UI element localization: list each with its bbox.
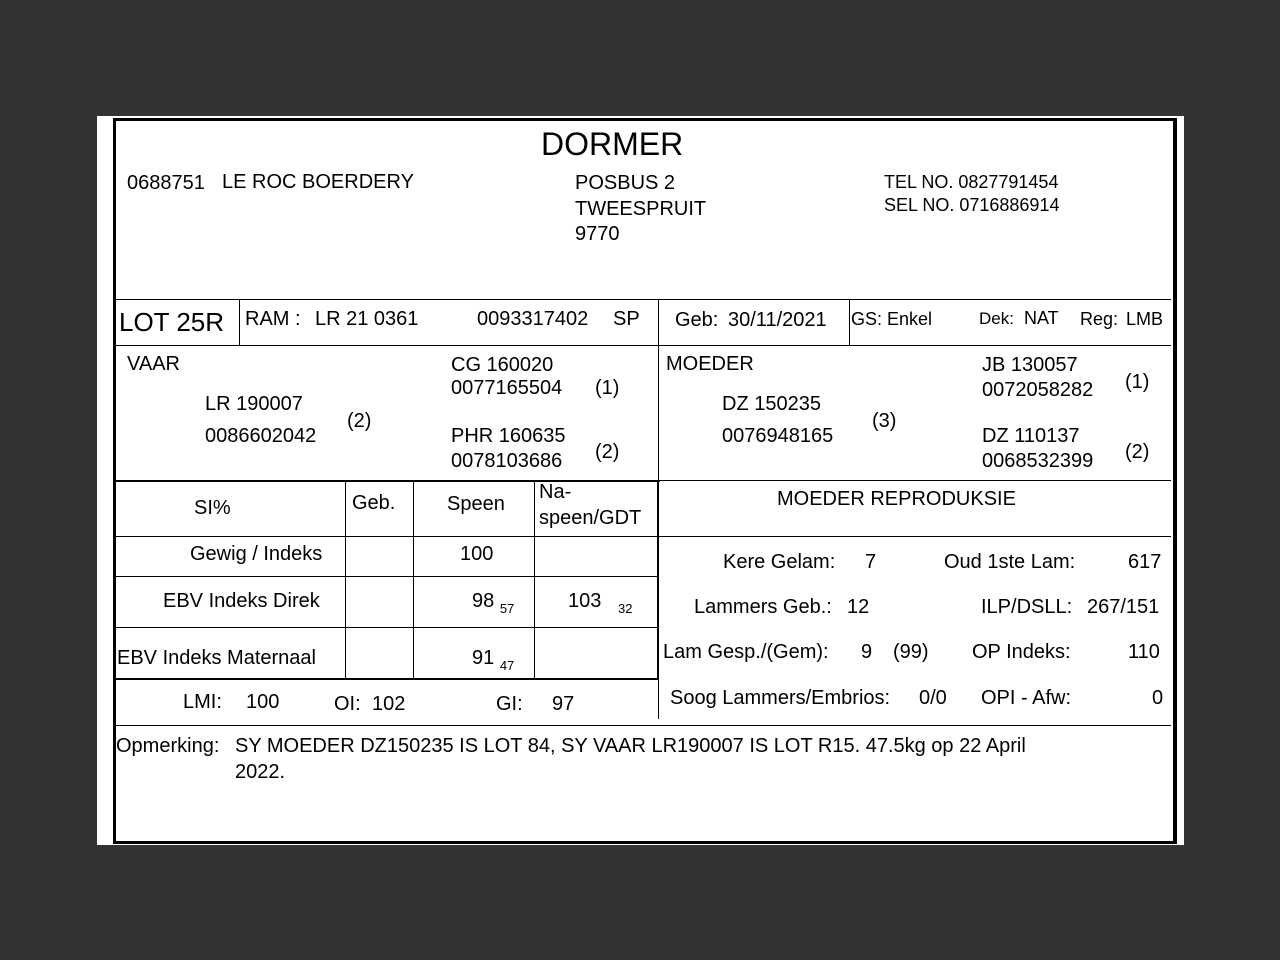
op-label: OP Indeks: <box>972 641 1071 663</box>
gesp-label: Lam Gesp./(Gem): <box>663 641 829 663</box>
divider <box>115 725 1171 726</box>
birth-label: Geb: <box>675 309 719 331</box>
divider <box>345 481 346 678</box>
divider <box>115 678 658 680</box>
lmi-value: 100 <box>246 691 280 713</box>
repro-title: MOEDER REPRODUKSIE <box>777 488 1016 510</box>
remark-line-1: SY MOEDER DZ150235 IS LOT 84, SY VAAR LR190007 IS LOT R15. 47.5kg op 22 April <box>235 735 1026 757</box>
owner-name: LE ROC BOERDERY <box>222 171 414 193</box>
remark-label: Opmerking: <box>116 735 220 757</box>
ram-label: RAM : <box>245 308 301 330</box>
divider <box>115 480 660 482</box>
row-label-ebv-direk: EBV Indeks Direk <box>163 590 320 612</box>
lot-card <box>97 116 1184 845</box>
ram-reg-number: 0093317402 <box>477 308 589 330</box>
divider <box>849 299 850 345</box>
soog-label: Soog Lammers/Embrios: <box>670 687 891 709</box>
dam-reg-number: 0076948165 <box>722 425 834 447</box>
oi-label: OI: <box>334 693 361 715</box>
dam-id: DZ 150235 <box>722 393 821 415</box>
gi-label: GI: <box>496 693 523 715</box>
speen-header: Speen <box>447 493 505 515</box>
sel-number: SEL NO. 0716886914 <box>884 195 1060 215</box>
remark-line-2: 2022. <box>235 761 286 783</box>
maternaal-speen-value: 91 $_{47}$ <box>472 647 515 673</box>
maternal-grandsire-reg: 0072058282 <box>982 379 1094 401</box>
lammers-label: Lammers Geb.: <box>694 596 832 618</box>
gi-value: 97 <box>552 693 575 715</box>
row-label-ebv-maternaal: EBV Indeks Maternaal <box>117 647 316 669</box>
naspeen-header-line1: Na- <box>539 481 572 503</box>
address-line-3: 9770 <box>575 223 620 245</box>
dam-label: MOEDER <box>666 353 754 375</box>
gewig-speen-value: 100 <box>460 543 494 565</box>
sire-grade: (2) <box>347 410 372 432</box>
paternal-grandsire-reg: 0077165504 <box>451 377 563 399</box>
op-value: 110 <box>1128 641 1160 663</box>
dam-grade: (3) <box>872 410 897 432</box>
si-header: SI% <box>194 497 231 519</box>
oi-value: 102 <box>372 693 406 715</box>
oud-value: 617 <box>1128 551 1162 573</box>
kere-value: 7 <box>865 551 877 573</box>
ram-id: LR 21 0361 <box>315 308 419 330</box>
paternal-grandsire-id: CG 160020 <box>451 354 554 376</box>
lammers-value: 12 <box>847 596 870 618</box>
address-line-1: POSBUS 2 <box>575 172 676 194</box>
dek-value: NAT <box>1024 308 1059 328</box>
direk-naspeen-value: 103 $_{32}$ <box>568 590 633 616</box>
ram-sp: SP <box>613 308 640 330</box>
breed-title: DORMER <box>541 126 684 162</box>
maternal-granddam-reg: 0068532399 <box>982 450 1094 472</box>
maternal-granddam-grade: (2) <box>1125 441 1150 463</box>
sire-label: VAAR <box>127 353 180 375</box>
divider <box>659 480 1171 481</box>
paternal-granddam-reg: 0078103686 <box>451 450 563 472</box>
gesp-value: 9 <box>861 641 873 663</box>
paternal-grandsire-grade: (1) <box>595 377 620 399</box>
divider <box>657 481 659 679</box>
ilp-label: ILP/DSLL: <box>981 596 1073 618</box>
tel-number: TEL NO. 0827791454 <box>884 172 1059 192</box>
dek-label: Dek: <box>979 309 1014 328</box>
address-line-2: TWEESPRUIT <box>575 198 707 220</box>
ilp-value: 267/151 <box>1087 596 1160 618</box>
divider <box>115 576 658 577</box>
owner-number: 0688751 <box>127 172 205 194</box>
geb-header: Geb. <box>352 492 396 514</box>
soog-value: 0/0 <box>919 687 947 709</box>
paternal-granddam-grade: (2) <box>595 441 620 463</box>
maternal-granddam-id: DZ 110137 <box>982 425 1080 447</box>
divider <box>115 536 1171 537</box>
naspeen-header-line2: speen/GDT <box>539 507 642 529</box>
paternal-granddam-id: PHR 160635 <box>451 425 566 447</box>
divider <box>115 627 658 628</box>
sire-id: LR 190007 <box>205 393 303 415</box>
oud-label: Oud 1ste Lam: <box>944 551 1076 573</box>
direk-speen-value: 98 $_{57}$ <box>472 590 515 616</box>
maternal-grandsire-id: JB 130057 <box>982 354 1078 376</box>
sire-reg-number: 0086602042 <box>205 425 317 447</box>
reg-value: LMB <box>1126 309 1164 329</box>
birth-date: 30/11/2021 <box>728 309 827 331</box>
kere-label: Kere Gelam: <box>723 551 836 573</box>
divider <box>534 481 535 678</box>
divider <box>239 299 240 345</box>
lot-label: LOT 25R <box>119 307 225 337</box>
divider <box>115 299 1171 300</box>
opi-value: 0 <box>1152 687 1164 709</box>
opi-label: OPI - Afw: <box>981 687 1072 709</box>
gs-value: GS: Enkel <box>851 309 933 329</box>
reg-label: Reg: <box>1080 309 1119 329</box>
lmi-label: LMI: <box>183 691 222 713</box>
gesp-gem-value: (99) <box>893 641 929 663</box>
divider <box>115 345 1171 346</box>
maternal-grandsire-grade: (1) <box>1125 371 1150 393</box>
row-label-gewig: Gewig / Indeks <box>190 543 323 565</box>
divider <box>413 481 414 678</box>
